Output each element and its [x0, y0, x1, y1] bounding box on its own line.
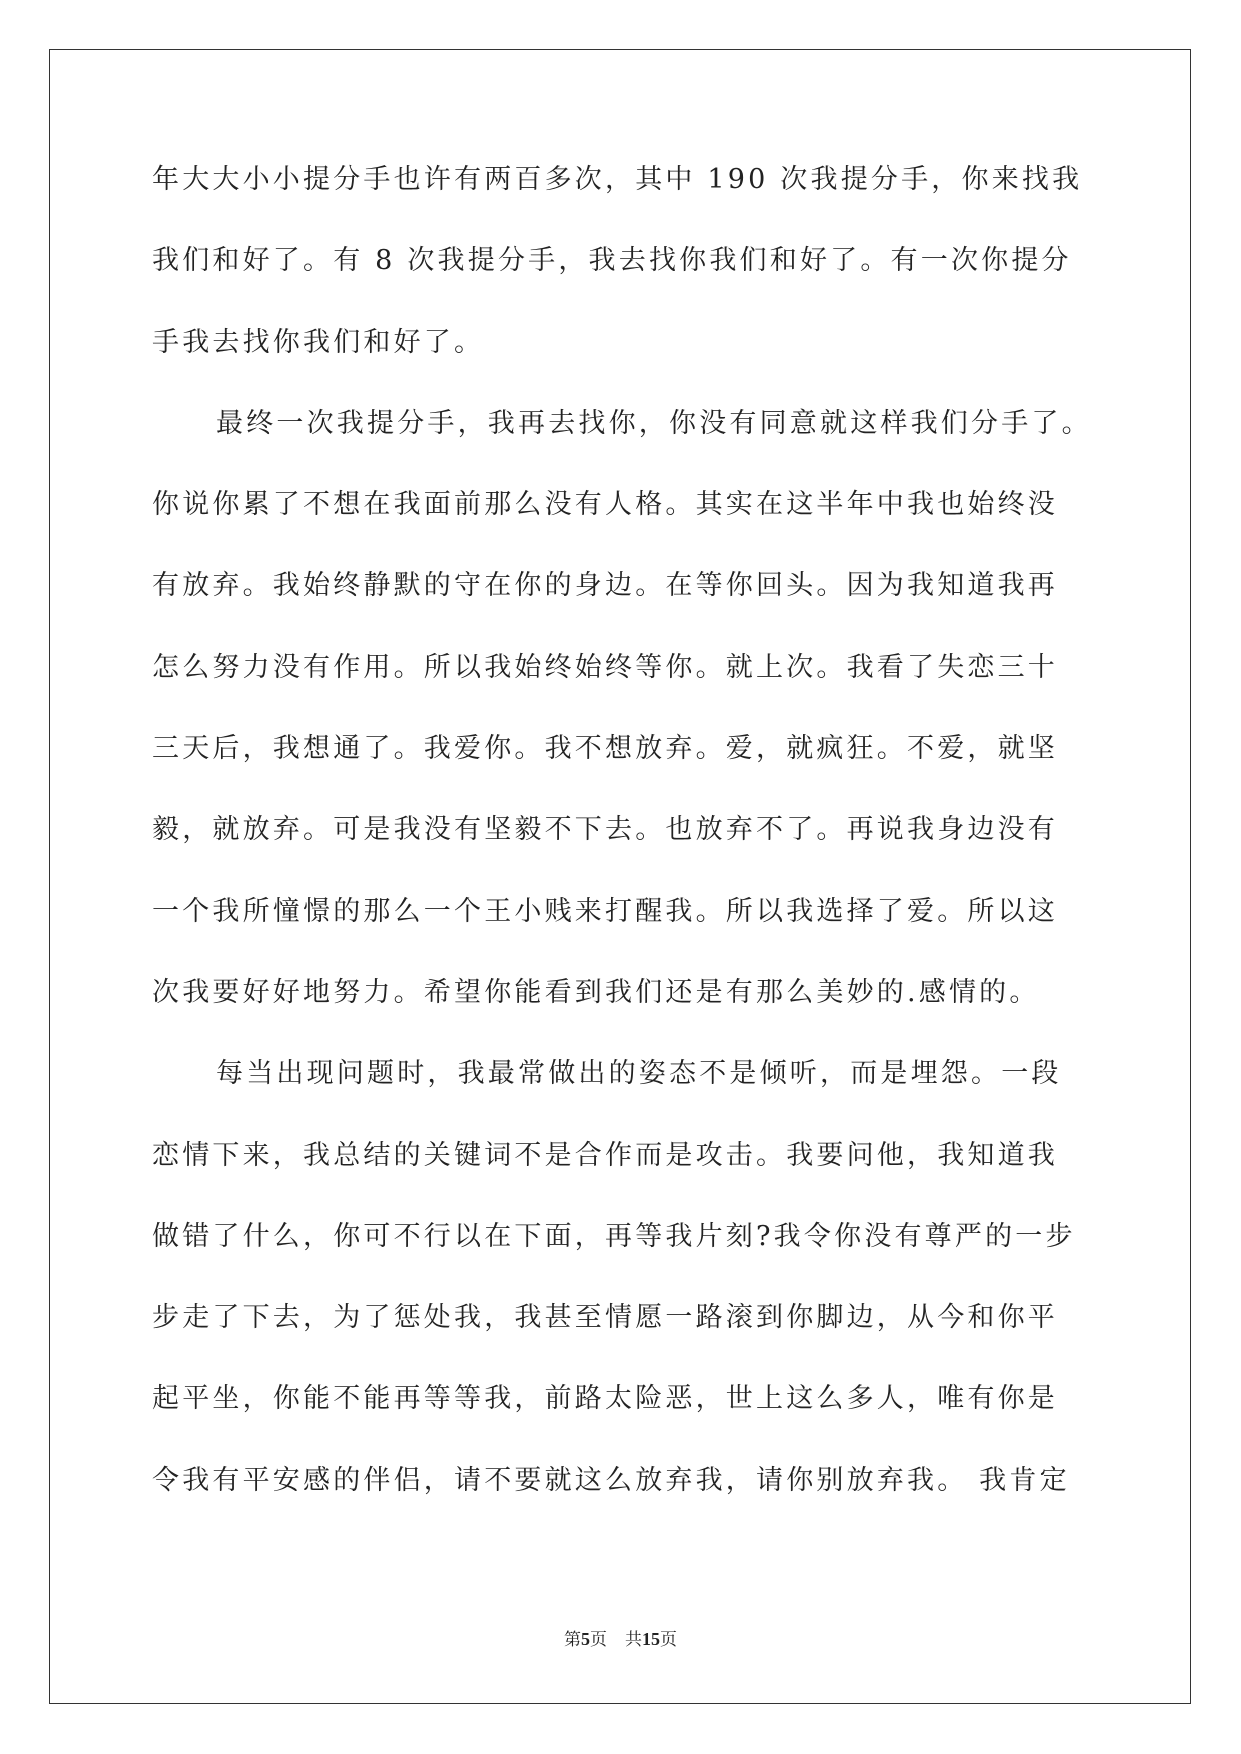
text-line: 做错了什么，你可不行以在下面，再等我片刻?我令你没有尊严的一步: [152, 1220, 1076, 1252]
text-line: 令我有平安感的伴侣，请不要就这么放弃我，请你别放弃我。 我肯定: [152, 1464, 1070, 1496]
paragraph-start-line: 最终一次我提分手，我再去找你，你没有同意就这样我们分手了。: [216, 407, 1092, 439]
total-suffix: 页: [660, 1630, 677, 1650]
page-footer: [0, 1625, 1241, 1650]
text-line: 你说你累了不想在我面前那么没有人格。其实在这半年中我也始终没: [152, 489, 1058, 521]
text-line: 年大大小小提分手也许有两百多次，其中 190 次我提分手，你来找我: [152, 164, 1083, 195]
current-page-number: 5: [581, 1629, 590, 1649]
text-line: 步走了下去，为了惩处我，我甚至情愿一路滚到你脚边，从今和你平: [152, 1302, 1058, 1334]
text-line: 一个我所憧憬的那么一个王小贱来打醒我。所以我选择了爱。所以这: [152, 895, 1058, 927]
total-page-number: 15: [642, 1629, 660, 1649]
total-prefix: 共: [625, 1630, 642, 1650]
page-suffix: 页: [590, 1630, 607, 1650]
page-prefix: 第: [564, 1630, 581, 1650]
text-line: 有放弃。我始终静默的守在你的身边。在等你回头。因为我知道我再: [152, 570, 1058, 602]
text-line: 毅，就放弃。可是我没有坚毅不下去。也放弃不了。再说我身边没有: [152, 814, 1058, 846]
text-line: 恋情下来，我总结的关键词不是合作而是攻击。我要问他，我知道我: [152, 1139, 1058, 1171]
text-line: 次我要好好地努力。希望你能看到我们还是有那么美妙的.感情的。: [152, 976, 1040, 1008]
text-line: 起平坐，你能不能再等等我，前路太险恶，世上这么多人，唯有你是: [152, 1383, 1058, 1415]
text-line: 手我去找你我们和好了。: [152, 326, 485, 358]
text-line: 怎么努力没有作用。所以我始终始终等你。就上次。我看了失恋三十: [152, 651, 1058, 683]
body-text: [152, 160, 1092, 1542]
text-line: 三天后，我想通了。我爱你。我不想放弃。爱，就疯狂。不爱，就坚: [152, 733, 1058, 765]
text-line: 我们和好了。有 8 次我提分手，我去找你我们和好了。有一次你提分: [152, 245, 1072, 277]
paragraph-start-line: 每当出现问题时，我最常做出的姿态不是倾听，而是埋怨。一段: [216, 1058, 1062, 1090]
